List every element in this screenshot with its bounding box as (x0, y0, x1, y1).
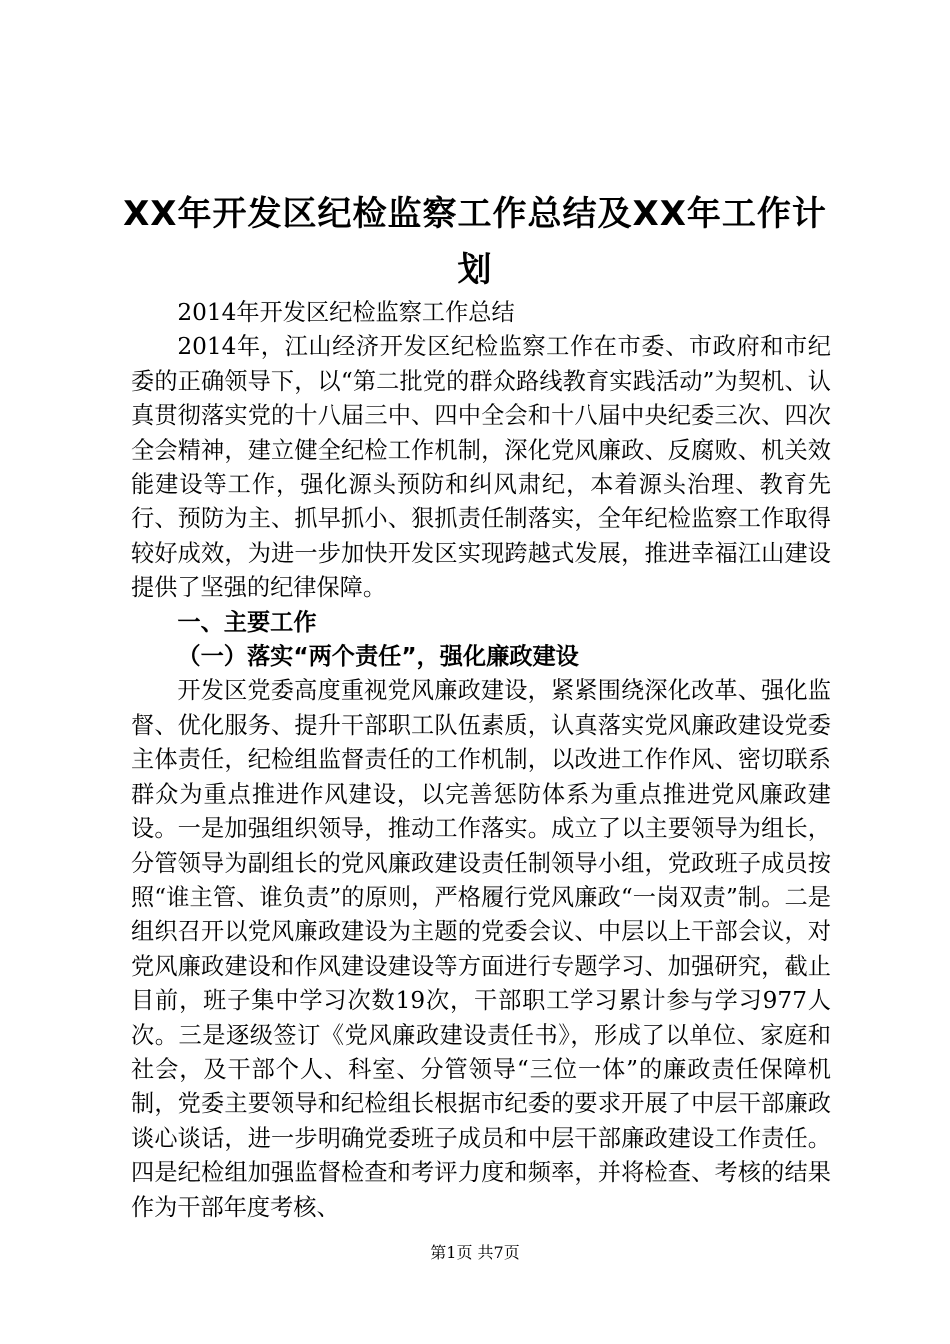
document-body (131, 296, 831, 1225)
page-footer: 第1页 共7页 (430, 1243, 520, 1262)
section-heading: （一）落实“两个责任”，强化廉政建设 (177, 643, 579, 671)
body-paragraph: 开发区党委高度重视党风廉政建设，紧紧围绕深化改革、强化监督、优化服务、提升干部职工队伍素质，认真落实党风廉政建设党委主体责任，纪检组监督责任的工作机制，以改进工作作风、密切联系群众为重点推进作风建设，以完善惩防体系为重点推进党风廉政建设。一是加强组织领导，推动工作落实。成立了以主要领导为组长，分管领导为副组长的党风廉政建设责任制领导小组，党政班子成员按照“谁主管、谁负责”的原则，严格履行党风廉政“一岗双责”制。二是组织召开以党风廉政建设为主题的党委会议、中层以上干部会议，对党风廉政建设和作风建设建设等方面进行专题学习、加强研究，截止目前，班子集中学习次数19次，干部职工学习累计参与学习977人次。三是逐级签订《党风廉政建设责任书》，形成了以单位、家庭和社会，及干部个人、科室、分管领导“三位一体”的廉政责任保障机制，党委主要领导和纪检组长根据市纪委的要求开展了中层干部廉政谈心谈话，进一步明确党委班子成员和中层干部廉政建设工作责任。四是纪检组加强监督检查和考评力度和频率，并将检查、考核的结果作为干部年度考核、 (131, 677, 831, 1221)
body-paragraph: 2014年，江山经济开发区纪检监察工作在市委、市政府和市纪委的正确领导下，以“第二批党的群众路线教育实践活动”为契机、认真贯彻落实党的十八届三中、四中全会和十八届中央纪委三次、四次全会精神，建立健全纪检工作机制，深化党风廉政、反腐败、机关效能建设等工作，强化源头预防和纠风肃纪，本着源头治理、教育先行、预防为主、抓早抓小、狠抓责任制落实，全年纪检监察工作取得较好成效，为进一步加快开发区实现跨越式发展，推进幸福江山建设提供了坚强的纪律保障。 (131, 333, 831, 602)
body-paragraph: 2014年开发区纪检监察工作总结 (177, 299, 515, 326)
document-title: XX年开发区纪检监察工作总结及XX年工作计划 (123, 194, 827, 290)
section-heading: 一、主要工作 (177, 608, 317, 636)
